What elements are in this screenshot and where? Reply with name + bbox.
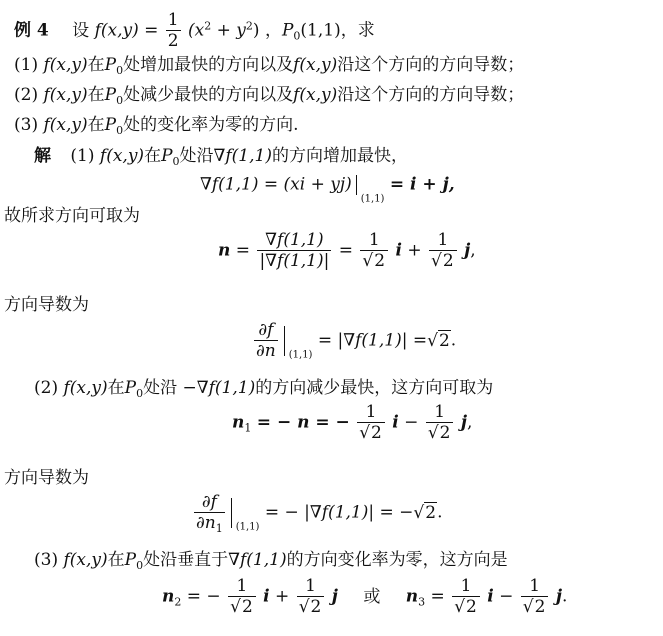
den: ∂n [196,513,216,533]
i-vec2: i [487,586,494,607]
rad: 2 [442,251,454,271]
x2y2-open: (x [188,20,205,41]
point-p0: P [281,20,294,41]
point-coords: (1,1) [300,20,341,41]
n2-sub: 2 [174,595,182,609]
sup-2b: 2 [245,19,253,33]
s-b: 处沿 [179,146,214,166]
i-vec: i [263,586,270,607]
s-c: 的方向减少最快，这方向可取为 [255,378,494,398]
eq2: = [338,240,354,261]
comma: , [467,412,473,433]
s-p: P [124,550,137,570]
inv-sqrt2: $\frac{1}{√2}$ [360,232,388,270]
den-sub: 1 [215,522,223,535]
num: 1 [236,576,248,596]
s-p-sub: 0 [136,559,144,572]
period: . [437,502,443,523]
solution-3-intro [34,550,508,572]
function-f: f(x,y) [94,20,139,41]
s-grad: ∇f(1,1) [196,378,256,398]
s-c: 的方向变化率为零，这方向是 [286,550,508,570]
s-a: 在 [144,146,162,166]
num: 1 [434,402,446,422]
rad: 2 [438,330,450,351]
rad: 2 [439,423,451,443]
q-text-a: 在 [87,85,105,105]
rad: 2 [425,502,437,523]
inv-sqrt2b: $\frac{1}{√2}$ [297,578,325,616]
comma: ， [264,20,282,41]
rhs: = − |∇f(1,1)| = − [264,502,414,523]
derivative-text-2: 方向导数为 [4,468,89,488]
dfdn1-frac [194,492,225,535]
q-p: P [104,85,117,105]
s-b: 处沿垂直于 [143,550,229,570]
dfdn-equation: $\frac{\partial f}{\partial n}$ $_{(1,1)}$ = |∇f(1,1)| =√2. [256,320,457,361]
intro-text: 设 [72,20,90,41]
sup-2: 2 [204,19,212,33]
s-func: f(x,y) [63,378,108,398]
plus-y: + y [211,20,246,41]
grad-lhs: ∇f(1,1) [200,174,259,195]
eval-sub: (1,1) [360,193,385,205]
j-vec: j [331,586,338,607]
i-vec: i [392,412,399,433]
minus: − [499,586,514,607]
rad: 2 [534,597,546,617]
eval-sub: (1,1) [288,349,313,361]
question-2 [14,85,525,107]
half-fraction [166,12,181,50]
dfdn-frac [254,322,278,360]
grad-rhs: = i + j, [389,174,455,195]
q-text-b: 处增加最快的方向以及 [123,55,294,75]
eval-sub: (1,1) [235,521,260,533]
q-p-sub: 0 [116,94,124,107]
dfdn1-equation: $\frac{\partial f}{\partial n_1}$ $_{(1,1)}$ = − |∇f(1,1)| = −√2. [196,492,443,535]
n1-sub: 1 [244,421,252,435]
q-text-c: 沿这个方向的方向导数； [337,55,525,75]
inv-sqrt2b: $\frac{1}{√2}$ [426,404,454,442]
q-text-a: 在 [87,115,105,135]
q-text-b: 处的变化率为零的方向. [123,115,299,135]
rad: 2 [374,251,386,271]
gradient-equation [200,175,455,205]
x2y2-close: ) [252,20,260,41]
question-1 [14,55,525,77]
solution-label: 解 [34,146,51,166]
question-3 [14,115,299,137]
frac-den: 2 [167,31,179,51]
eval-bar [284,326,285,356]
j-vec: j [464,240,471,261]
q-text-c: 沿这个方向的方向导数； [337,85,525,105]
n2: n [162,586,175,607]
den: ∂n [256,341,276,361]
q-num: (1) [14,55,39,75]
q-text-a: 在 [87,55,105,75]
inv-sqrt2c: $\frac{1}{√2}$ [452,578,480,616]
s-grad: ∇f(1,1) [213,146,272,166]
n3-sub: 3 [418,595,426,609]
num: 1 [368,230,380,250]
num: 1 [305,576,316,596]
i-vec: i [395,240,402,261]
s-num: (2) [34,378,59,398]
period: . [562,586,568,607]
equals-sign: = [144,20,159,41]
rad: 2 [466,597,477,617]
q-func2: f(x,y) [293,55,338,75]
q-func: f(x,y) [43,85,88,105]
grad-eq: = (xi + yj) [263,174,352,195]
n-lhs: n [218,240,231,261]
inv-sqrt2: $\frac{1}{√2}$ [357,404,385,442]
s-p: P [161,146,173,166]
s-grad: ∇f(1,1) [228,550,287,570]
num: 1 [529,576,541,596]
solution-2-intro [34,378,494,400]
ask-text: ，求 [340,20,375,41]
q-p: P [104,55,117,75]
q-p-sub: 0 [116,124,124,137]
s-num: (1) [70,146,95,166]
rad: 2 [310,597,322,617]
frac-num: 1 [167,10,179,30]
eq: = [430,586,445,607]
s-p-sub: 0 [136,387,144,400]
s-num: (3) [34,550,59,570]
n1: n [232,412,245,433]
s-p-sub: 0 [172,155,180,168]
example-label: 例 4 [14,20,49,41]
q-text-b: 处减少最快的方向以及 [123,85,294,105]
q-func: f(x,y) [43,115,88,135]
eval-bar [356,175,357,195]
j-vec2: j [555,586,563,607]
period: . [450,330,457,351]
s-a: 在 [107,550,125,570]
frac-num: ∇f(1,1) [265,230,324,250]
num: 1 [365,402,377,422]
comma: , [470,240,476,261]
j-vec: j [460,412,468,433]
n-equation [218,232,476,270]
or-text: 或 [363,586,381,607]
s-func: f(x,y) [99,146,145,166]
num: ∂f [201,492,217,512]
inv-sqrt2d: $\frac{1}{√2}$ [521,578,549,616]
eq: = [235,240,251,261]
eq-neg: = − [186,586,221,607]
s-p: P [124,378,137,398]
s-a: 在 [107,378,125,398]
frac-den: |∇f(1,1)| [259,251,330,271]
q-p-sub: 0 [116,64,124,77]
derivative-text-1: 方向导数为 [4,295,89,315]
p0-sub: 0 [293,29,301,43]
solution-1-intro [34,146,408,168]
plus: + [275,586,290,607]
q-p: P [104,115,117,135]
num: ∂f [258,320,274,340]
rad: 2 [241,597,253,617]
q-num: (3) [14,115,39,135]
minus: − [404,412,419,433]
s-func: f(x,y) [63,550,108,570]
inv-sqrt2b: $\frac{1}{√2}$ [429,232,457,270]
n1-mid: = − n = − [256,412,350,433]
s-b: 处沿 − [143,378,197,398]
rhs: = |∇f(1,1)| = [317,330,428,351]
q-num: (2) [14,85,39,105]
num: 1 [460,576,472,596]
num: 1 [437,230,449,250]
direction-text: 故所求方向可取为 [4,206,140,226]
rad: 2 [371,423,382,443]
n3: n [405,586,419,607]
example-header [14,12,375,50]
n2-n3-equation [162,578,567,616]
s-c: 的方向增加最快， [271,146,408,166]
q-func: f(x,y) [43,55,88,75]
eval-bar [231,498,232,528]
q-func2: f(x,y) [293,85,338,105]
n-fraction [257,232,331,270]
n1-equation [232,404,472,442]
plus: + [407,240,422,261]
inv-sqrt2: $\frac{1}{√2}$ [228,578,256,616]
